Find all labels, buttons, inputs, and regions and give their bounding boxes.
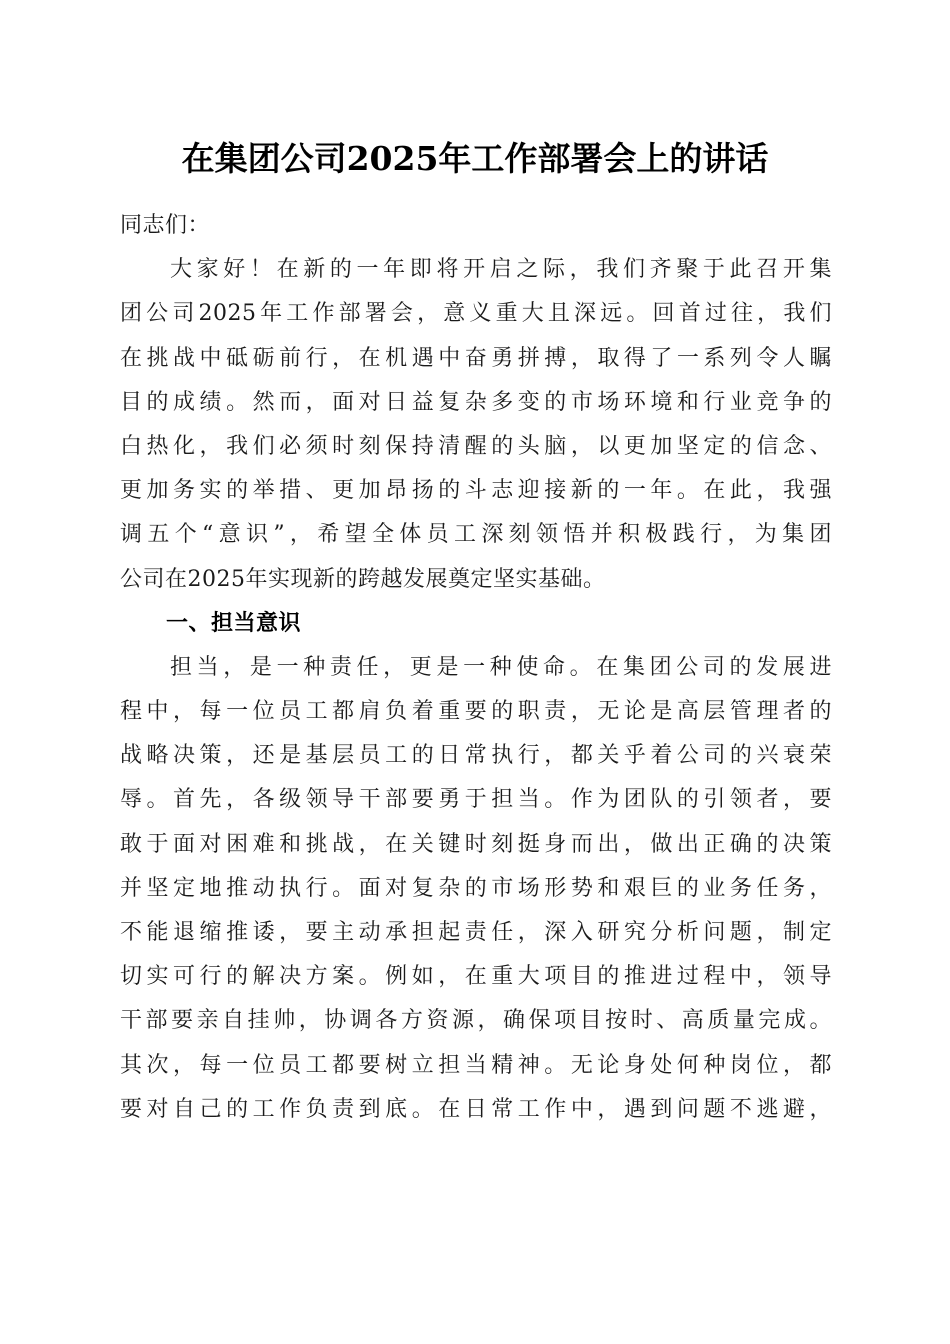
- paragraph-line: 调五个“意识”，希望全体员工深刻领悟并积极践行，为集团: [120, 522, 832, 548]
- paragraph-line: 辱。首先，各级领导干部要勇于担当。作为团队的引领者，要: [120, 787, 832, 813]
- document-title: 在集团公司2025年工作部署会上的讲话: [181, 139, 769, 178]
- salutation: 同志们：: [120, 213, 211, 238]
- paragraph-responsibility: [120, 646, 832, 1132]
- paragraph-line: 在挑战中砥砺前行，在机遇中奋勇拼搏，取得了一系列令人瞩: [120, 345, 832, 371]
- paragraph-line: 战略决策，还是基层员工的日常执行，都关乎着公司的兴衰荣: [120, 743, 832, 769]
- section-heading: 一、担当意识: [166, 610, 302, 636]
- paragraph-line: 目的成绩。然而，面对日益复杂多变的市场环境和行业竞争的: [120, 389, 832, 415]
- paragraph-line: 切实可行的解决方案。例如，在重大项目的推进过程中，领导: [120, 964, 832, 990]
- paragraph-line: 担当，是一种责任，更是一种使命。在集团公司的发展进: [170, 654, 832, 680]
- paragraph-line: 敢于面对困难和挑战，在关键时刻挺身而出，做出正确的决策: [120, 831, 832, 857]
- paragraph-line: 并坚定地推动执行。面对复杂的市场形势和艰巨的业务任务，: [120, 875, 832, 901]
- paragraph-line: 大家好！在新的一年即将开启之际，我们齐聚于此召开集: [170, 257, 832, 283]
- document-body: [120, 204, 832, 1132]
- paragraph-line: 公司在2025年实现新的跨越发展奠定坚实基础。: [120, 566, 606, 592]
- paragraph-line: 更加务实的举措、更加昂扬的斗志迎接新的一年。在此，我强: [120, 478, 832, 504]
- paragraph-line: 白热化，我们必须时刻保持清醒的头脑，以更加坚定的信念、: [120, 433, 832, 459]
- paragraph-line: 不能退缩推诿，要主动承担起责任，深入研究分析问题，制定: [120, 920, 832, 945]
- paragraph-line: 干部要亲自挂帅，协调各方资源，确保项目按时、高质量完成。: [120, 1008, 832, 1034]
- paragraph-line: 要对自己的工作负责到底。在日常工作中，遇到问题不逃避，: [120, 1096, 832, 1122]
- paragraph-line: 程中，每一位员工都肩负着重要的职责，无论是高层管理者的: [120, 699, 832, 725]
- paragraph-intro: [120, 248, 832, 602]
- paragraph-line: 团公司2025年工作部署会，意义重大且深远。回首过往，我们: [120, 301, 832, 327]
- paragraph-line: 其次，每一位员工都要树立担当精神。无论身处何种岗位，都: [120, 1052, 832, 1078]
